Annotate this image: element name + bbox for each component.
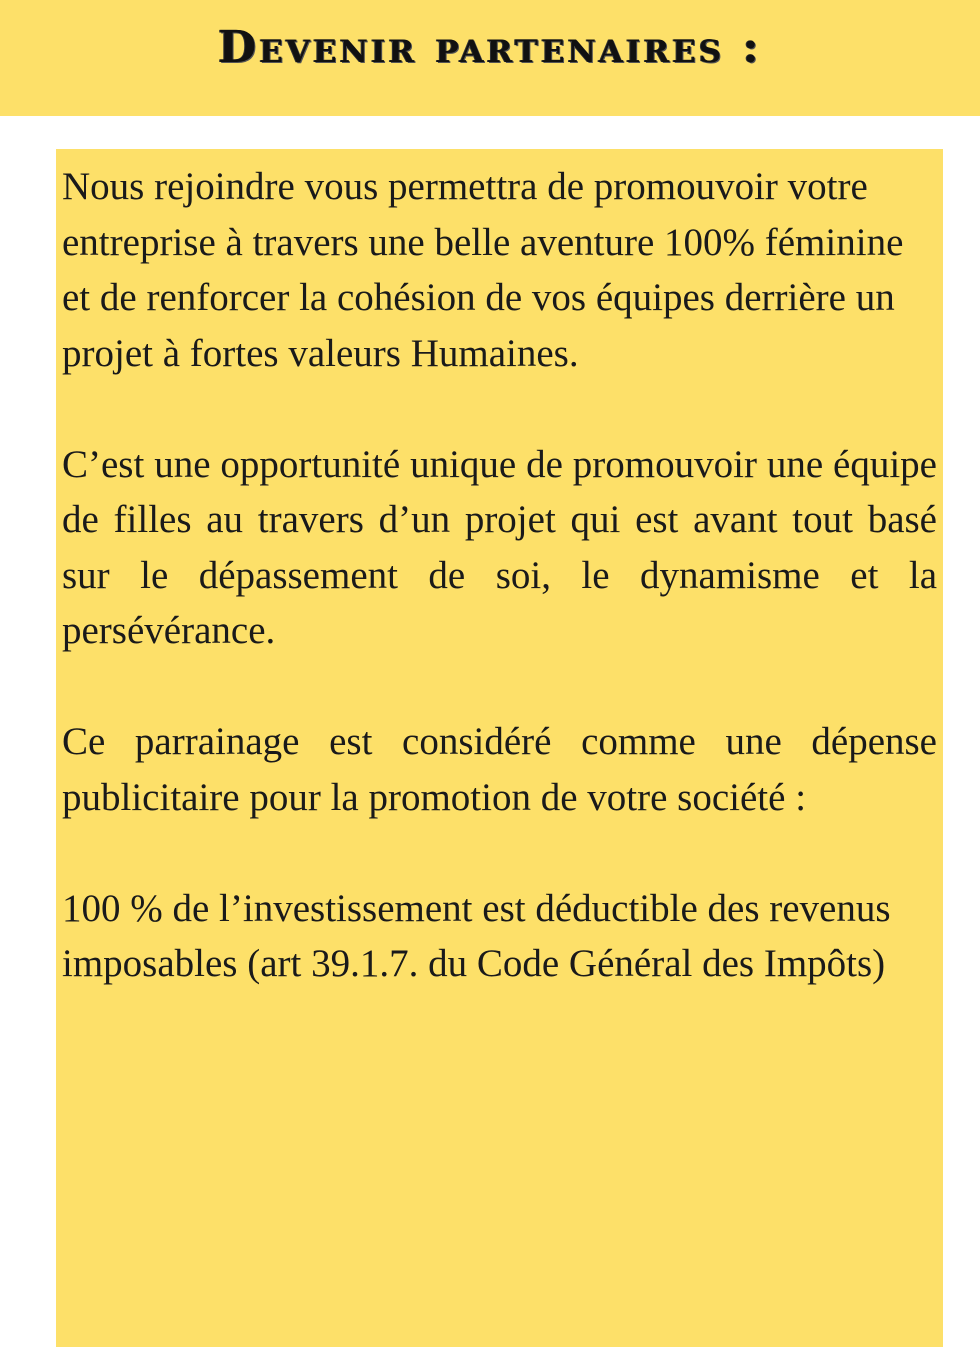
- page-title: Devenir partenaires :: [218, 22, 762, 73]
- content-box: [56, 149, 943, 1347]
- paragraph-tax: 100 % de l’investissement est déductible des revenus imposables (art 39.1.7. du Code Général des Impôts): [62, 886, 891, 985]
- paragraph-opportunity: C’est une opportunité unique de promouvoir une équipe de filles au travers d’un projet qui est avant tout basé sur le dépassement de soi, le dynamisme et la persévérance.: [62, 442, 937, 652]
- paragraph-intro: Nous rejoindre vous permettra de promouvoir votre entreprise à travers une belle aventure 100% féminine et de renforcer la cohésion de vos équipes derrière un projet à fortes valeurs Humaines.: [62, 165, 904, 375]
- paragraph-sponsorship: Ce parrainage est considéré comme une dépense publicitaire pour la promotion de votre société :: [62, 720, 937, 819]
- title-banner: [0, 0, 980, 116]
- content-text: [62, 159, 937, 1047]
